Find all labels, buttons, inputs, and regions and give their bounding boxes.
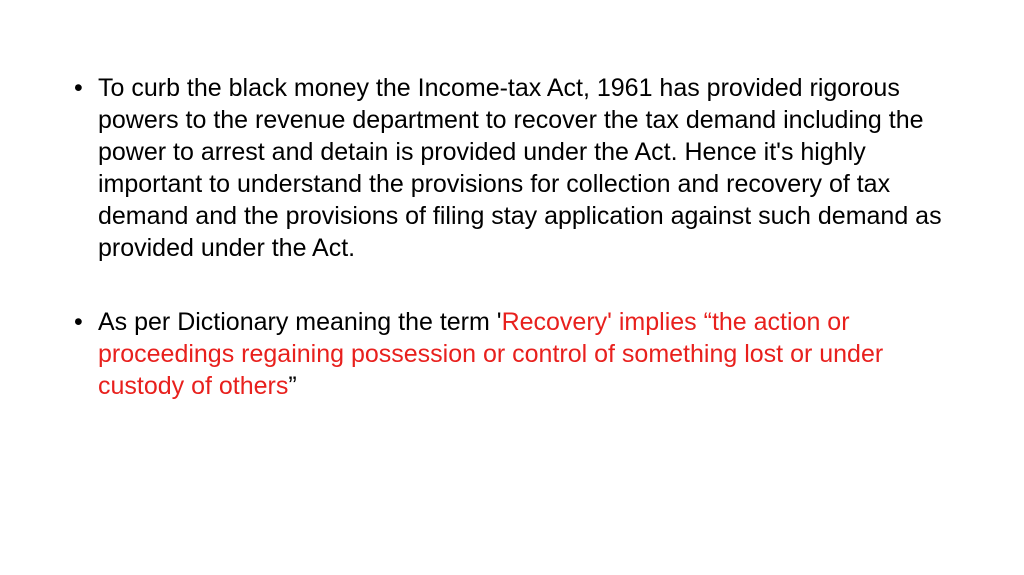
bullet-list [70, 72, 970, 402]
bullet-text-suffix: ” [288, 372, 297, 400]
bullet-dot-icon: • [74, 74, 83, 102]
bullet-item-black-money [70, 72, 970, 264]
bullet-item-recovery-definition [70, 306, 970, 402]
recovery-definition-highlight: Recovery' implies “the action or proceedings regaining possession or control of something lost or under custody of others [98, 308, 884, 400]
bullet-text: To curb the black money the Income-tax Act, 1961 has provided rigorous powers to the revenue department to recover the tax demand including the power to arrest and detain is provided under the Act. Hence it's highly important to understand the provisions for collection and recovery of tax demand and the provisions of filing stay application against such demand as provided under the Act. [98, 74, 942, 262]
bullet-dot-icon: • [74, 308, 83, 336]
bullet-text-prefix: As per Dictionary meaning the term ' [98, 308, 502, 336]
